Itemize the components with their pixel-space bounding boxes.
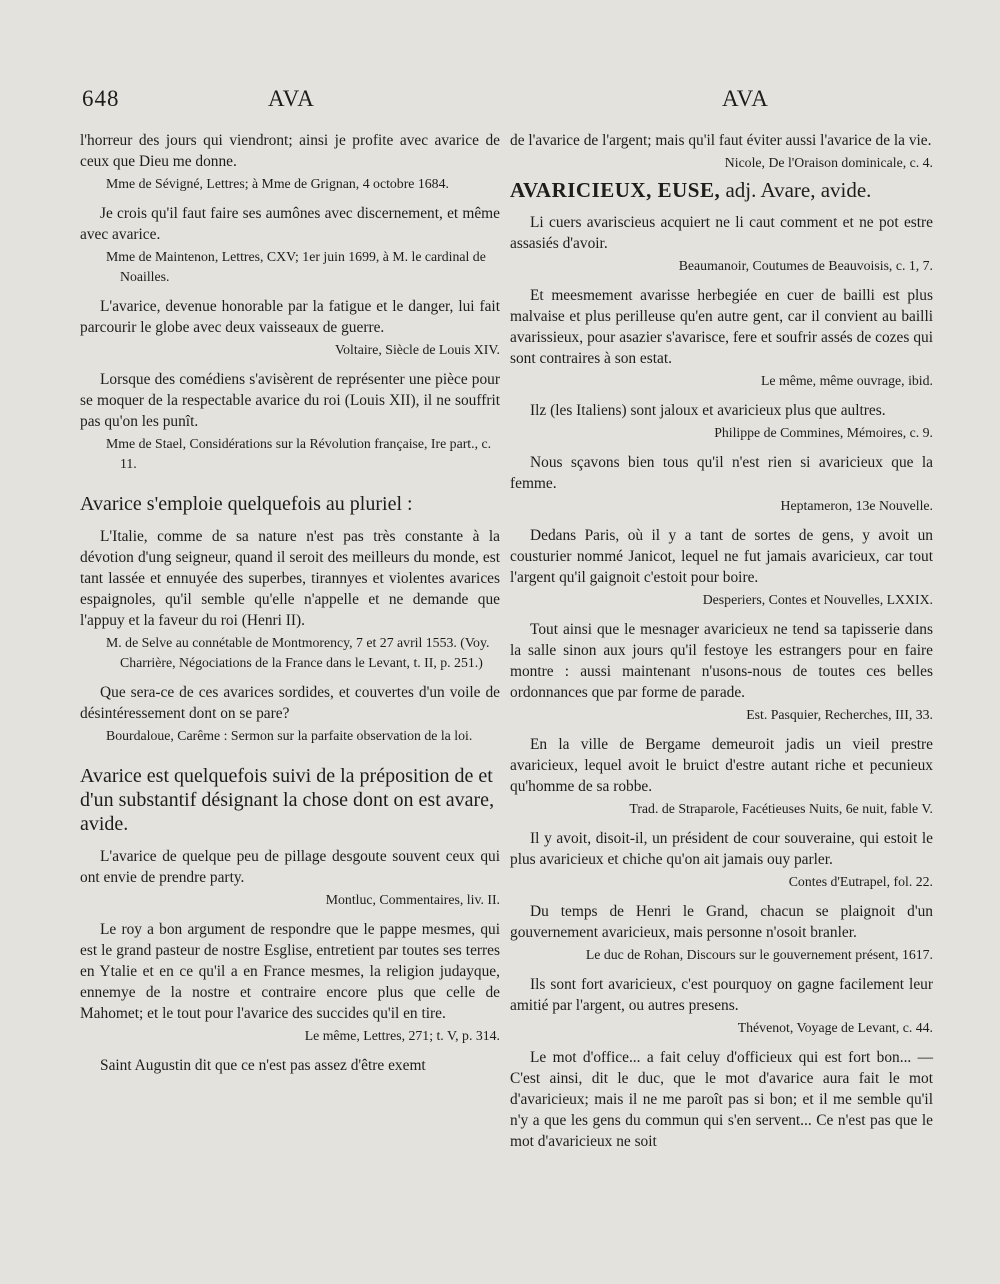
citation: Beaumanoir, Coutumes de Beauvoisis, c. 1, 7. [678, 258, 933, 273]
quotation: Ilz (les Italiens) sont jaloux et avaricieux plus que aultres. [530, 402, 886, 419]
quotation: L'Italie, comme de sa nature n'est pas très constante à la dévotion d'ung seigneur, quand il seroit des meilleurs du monde, est tant lassée et ennuyée des superbes, tirannyes et violentes avarices espaignoles, qu'il semble qu'elle n'appelle et ne demande que l'appuy et la faveur du roi (Henri II). [80, 528, 500, 629]
quotation: Du temps de Henri le Grand, chacun se plaignoit d'un gouvernement avaricieux, mais personne n'osoit branler. [510, 903, 933, 941]
citation: Philippe de Commines, Mémoires, c. 9. [714, 425, 933, 440]
citation: Thévenot, Voyage de Levant, c. 44. [737, 1020, 933, 1035]
quotation: L'avarice, devenue honorable par la fatigue et le danger, lui fait parcourir le globe avec deux vaisseaux de guerre. [80, 298, 500, 336]
quotation: L'avarice de quelque peu de pillage desgoute souvent ceux qui ont envie de prendre party. [80, 848, 500, 886]
right-column [510, 130, 933, 1152]
quotation: En la ville de Bergame demeuroit jadis un vieil prestre avaricieux, lequel avoit le bruict d'estre autant riche et pecunieux qu'homme de sa robbe. [510, 736, 933, 795]
running-head-right: AVA [722, 86, 769, 111]
citation: Desperiers, Contes et Nouvelles, LXXIX. [702, 592, 933, 607]
quotation: Je crois qu'il faut faire ses aumônes avec discernement, et même avec avarice. [80, 205, 500, 243]
quotation: Tout ainsi que le mesnager avaricieux ne tend sa tapisserie dans la salle sinon aux jours qu'il festoye les estrangers pour en faire montre : aussi maintenant n'usons-nous de toutes ces belles ordonnances que par forme de parade. [510, 621, 933, 701]
citation: Trad. de Straparole, Facétieuses Nuits, 6e nuit, fable V. [629, 801, 933, 816]
citation: Le duc de Rohan, Discours sur le gouvernement présent, 1617. [585, 947, 933, 962]
entry-heading [510, 177, 933, 203]
citation: Bourdaloue, Carême : Sermon sur la parfaite observation de la loi. [106, 728, 473, 743]
section-heading: Avarice est quelquefois suivi de la préposition de et d'un substantif désignant la chose dont on est avare, avide. [80, 765, 495, 835]
left-column [80, 130, 500, 1076]
citation: Nicole, De l'Oraison dominicale, c. 4. [724, 155, 933, 170]
citation: Heptameron, 13e Nouvelle. [780, 498, 933, 513]
quotation: Saint Augustin dit que ce n'est pas assez d'être exemt [100, 1057, 426, 1074]
citation: Contes d'Eutrapel, fol. 22. [788, 874, 933, 889]
quotation: Li cuers avariscieus acquiert ne li caut comment et ne pot estre assasiés d'avoir. [510, 214, 933, 252]
citation: Mme de Sévigné, Lettres; à Mme de Grignan, 4 octobre 1684. [106, 176, 449, 191]
citation: Mme de Stael, Considérations sur la Révolution française, Ire part., c. 11. [106, 436, 492, 471]
citation: M. de Selve au connétable de Montmorency, 7 et 27 avril 1553. (Voy. Charrière, Négociations de la France dans le Levant, t. II, p. 251.) [106, 635, 490, 670]
running-head-left: AVA [268, 86, 315, 111]
quotation: Que sera-ce de ces avarices sordides, et couvertes d'un voile de désintéressement dont on se pare? [80, 684, 500, 722]
section-heading: Avarice s'emploie quelquefois au pluriel : [80, 493, 413, 515]
citation: Voltaire, Siècle de Louis XIV. [334, 342, 500, 357]
citation: Est. Pasquier, Recherches, III, 33. [746, 707, 933, 722]
quotation: Lorsque des comédiens s'avisèrent de représenter une pièce pour se moquer de la respectable avarice du roi (Louis XII), il ne souffrit pas qu'on les punît. [80, 371, 500, 430]
citation: Montluc, Commentaires, liv. II. [325, 892, 500, 907]
quotation: Dedans Paris, où il y a tant de sortes de gens, y avoit un cousturier nommé Janicot, lequel ne fut jamais avaricieux, car tout l'argent qu'il gaignoit c'estoit pour boire. [510, 527, 933, 586]
quotation: Nous sçavons bien tous qu'il n'est rien si avaricieux que la femme. [510, 454, 933, 492]
headword: AVARICIEUX, EUSE, [510, 178, 721, 202]
page-number: 648 [82, 86, 120, 111]
citation: Le même, Lettres, 271; t. V, p. 314. [304, 1028, 500, 1043]
quotation: Et meesmement avarisse herbegiée en cuer de bailli est plus malvaise et plus perilleuse qu'en autre gent, car il convient au bailli avarissieux, pour asazier s'avarisce, fere et soufrir assés de cozes qui sont contraires à son estat. [510, 287, 933, 367]
quotation: Le mot d'office... a fait celuy d'officieux qui est fort bon... — C'est ainsi, dit le duc, que le mot d'avarice aura fait le mot d'avaricieux; mais il ne me paroît pas si bon; et il me semble qu'il n'y a que les gens du commun qui s'en servent... Ce n'est pas que le mot d'avaricieux ne soit [510, 1049, 933, 1150]
citation: Mme de Maintenon, Lettres, CXV; 1er juin 1699, à M. le cardinal de Noailles. [106, 249, 486, 284]
quotation: Il y avoit, disoit-il, un président de cour souveraine, qui estoit le plus avaricieux et chiche qu'on ait jamais ouy parler. [510, 830, 933, 868]
citation: Le même, même ouvrage, ibid. [760, 373, 933, 388]
quotation: de l'avarice de l'argent; mais qu'il faut éviter aussi l'avarice de la vie. [510, 132, 932, 149]
quotation: l'horreur des jours qui viendront; ainsi je profite avec avarice de ceux que Dieu me donne. [80, 132, 500, 170]
quotation: Le roy a bon argument de respondre que le pappe mesmes, qui est le grand pasteur de nostre Esglise, entretient par toutes ses terres en Ytalie et en ce qu'il a en France mesmes, la religion judayque, ennemye de la nostre et contraire encore plus que celle de Mahomet; et le tout pour l'avarice des succides qu'il en tire. [80, 921, 500, 1022]
quotation: Ils sont fort avaricieux, c'est pourquoy on gagne facilement leur amitié par l'argent, ou autres presens. [510, 976, 933, 1014]
definition: adj. Avare, avide. [725, 178, 872, 202]
